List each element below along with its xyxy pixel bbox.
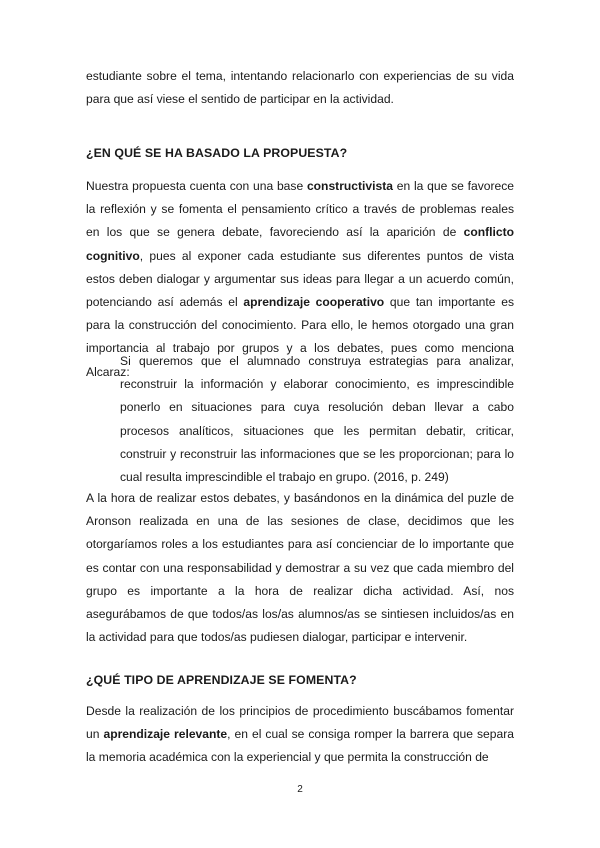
block-quote: Si queremos que el alumnado construya estrategias para analizar, reconstruir la información y elaborar conocimiento, es imprescindible ponerlo en situaciones para cuya resolución deban llevar a cabo procesos analíticos, situaciones que les permitan debatir, criticar, construir y reconstruir las informaciones que se les proporcionan; para lo cual resulta imprescindible el trabajo en grupo. (2016, p. 249)	[120, 354, 514, 485]
paragraph-text: , en el cual se consiga romper la barrera que separa la memoria académica con la experiencial y que permita la construcción de	[86, 727, 514, 765]
bold-term-aprendizaje-cooperativo: aprendizaje cooperativo	[243, 295, 385, 310]
bold-term-conflicto-cognitivo: conflicto cognitivo	[86, 225, 514, 263]
section-heading-aprendizaje: ¿QUÉ TIPO DE APRENDIZAJE SE FOMENTA?	[86, 673, 357, 687]
paragraph-text: Desde la realización de los principios de procedimiento buscábamos fomentar un	[86, 704, 514, 742]
bold-term-constructivista: constructivista	[306, 179, 393, 193]
paragraph-intro: estudiante sobre el tema, intentando relacionarlo con experiencias de su vida para que así viese el sentido de participar en la actividad.	[86, 69, 514, 107]
paragraph-debates: A la hora de realizar estos debates, y basándonos en la dinámica del puzle de Aronson realizada en una de las sesiones de clase, decidimos que les otorgaríamos roles a los estudiantes para así concienciar de lo importante que es contar con una responsabilidad y demostrar a su vez que cada miembro del grupo es importante a la hora de realizar dicha actividad. Así, nos asegurábamos de que todos/as los/as alumnos/as se sintiesen incluidos/as en la actividad para que todos/as pudiesen dialogar, participar e intervenir.	[86, 491, 514, 645]
section-heading-propuesta: ¿EN QUÉ SE HA BASADO LA PROPUESTA?	[86, 146, 348, 160]
paragraph-text: , pues al exponer cada estudiante sus diferentes puntos de vista estos deben dialogar y argumentar sus ideas para llegar a un acuerdo común, potenciando así además el	[86, 248, 514, 310]
bold-term-aprendizaje-relevante: aprendizaje relevante	[103, 727, 228, 742]
paragraph-text: Nuestra propuesta cuenta con una base	[86, 179, 307, 193]
paragraph-text: en la que se favorece la reflexión y se fomenta el pensamiento crítico a través de problemas reales en los que se genera debate, favoreciendo así la aparición de	[86, 179, 514, 240]
paragraph-aprendizaje	[86, 700, 514, 770]
paragraph-text: que tan importante es para la construcción del conocimiento. Para ello, le hemos otorgado una gran importancia al trabajo por grupos y a los debates, pues como menciona Alcaraz:	[86, 295, 514, 379]
page-number: 2	[297, 784, 303, 795]
